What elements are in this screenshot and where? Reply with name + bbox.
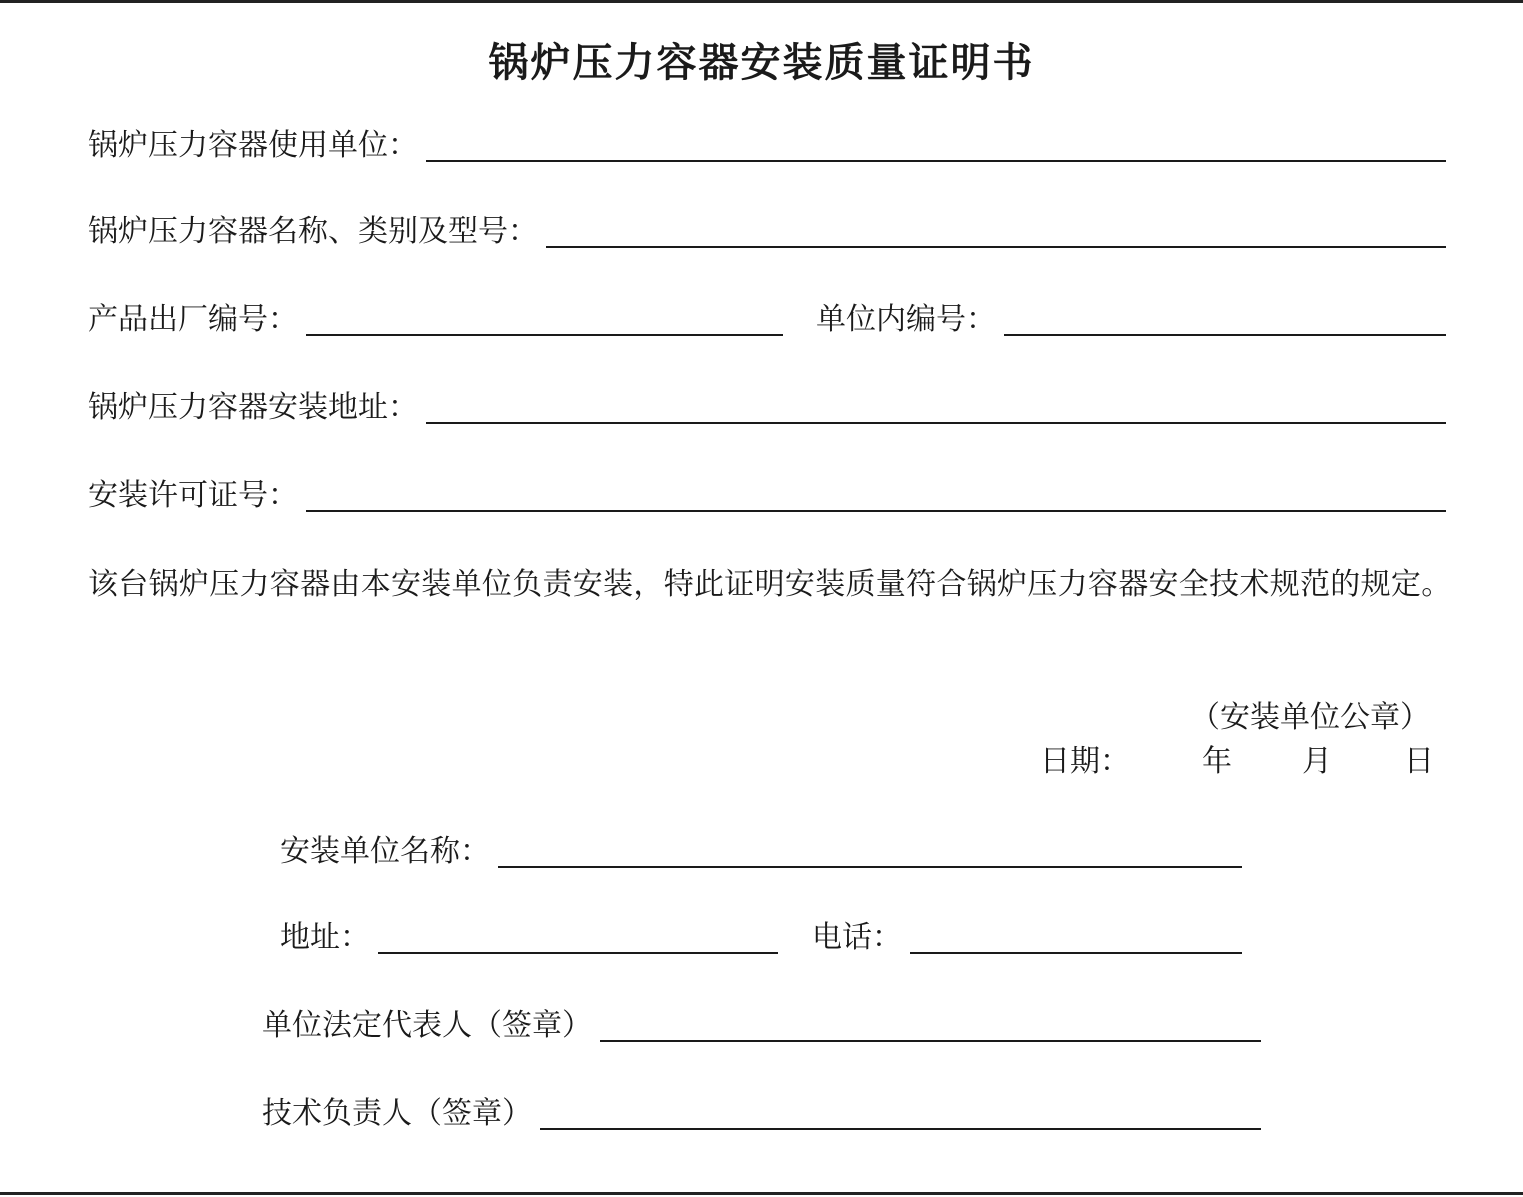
installer-name-label: 安装单位名称：	[280, 834, 490, 869]
license-no-label: 安装许可证号：	[88, 478, 298, 513]
certification-statement: 该台锅炉压力容器由本安装单位负责安装，特此证明安装质量符合锅炉压力容器安全技术规范的规定。	[88, 567, 1452, 602]
factory-no-input-line[interactable]	[306, 294, 783, 336]
date-day: 日	[1404, 744, 1434, 779]
install-address-label: 锅炉压力容器安装地址：	[88, 390, 418, 425]
user-unit-input-line[interactable]	[426, 120, 1446, 162]
internal-no-field	[816, 296, 1446, 340]
factory-no-field	[88, 296, 783, 340]
installer-address-field	[280, 914, 778, 958]
installer-phone-label: 电话：	[812, 920, 902, 955]
bottom-border-rule	[0, 1192, 1523, 1195]
name-type-label: 锅炉压力容器名称、类别及型号：	[88, 214, 538, 249]
tech-lead-label: 技术负责人（签章）	[262, 1096, 532, 1131]
tech-lead-field	[262, 1090, 1261, 1134]
legal-rep-signature-line[interactable]	[600, 1000, 1261, 1042]
installer-address-input-line[interactable]	[378, 912, 778, 954]
internal-no-label: 单位内编号：	[816, 302, 996, 337]
legal-rep-field	[262, 1002, 1261, 1046]
license-no-input-line[interactable]	[306, 470, 1446, 512]
internal-no-input-line[interactable]	[1004, 294, 1446, 336]
top-border-rule	[0, 0, 1523, 3]
installer-phone-input-line[interactable]	[910, 912, 1242, 954]
license-no-field	[88, 472, 1446, 516]
installer-seal-note: （安装单位公章）	[1190, 700, 1430, 735]
tech-lead-signature-line[interactable]	[540, 1088, 1261, 1130]
install-address-field	[88, 384, 1446, 428]
date-label: 日期：	[1040, 744, 1130, 779]
name-type-input-line[interactable]	[546, 206, 1446, 248]
installer-address-label: 地址：	[280, 920, 370, 955]
factory-no-label: 产品出厂编号：	[88, 302, 298, 337]
name-type-field	[88, 208, 1446, 252]
date-year: 年	[1202, 744, 1232, 779]
user-unit-label: 锅炉压力容器使用单位：	[88, 128, 418, 163]
date-month: 月	[1302, 744, 1332, 779]
user-unit-field	[88, 122, 1446, 166]
installer-name-input-line[interactable]	[498, 826, 1242, 868]
installer-name-field	[280, 828, 1242, 872]
document-title: 锅炉压力容器安装质量证明书	[488, 39, 1035, 86]
installer-phone-field	[812, 914, 1242, 958]
install-address-input-line[interactable]	[426, 382, 1446, 424]
legal-rep-label: 单位法定代表人（签章）	[262, 1008, 592, 1043]
